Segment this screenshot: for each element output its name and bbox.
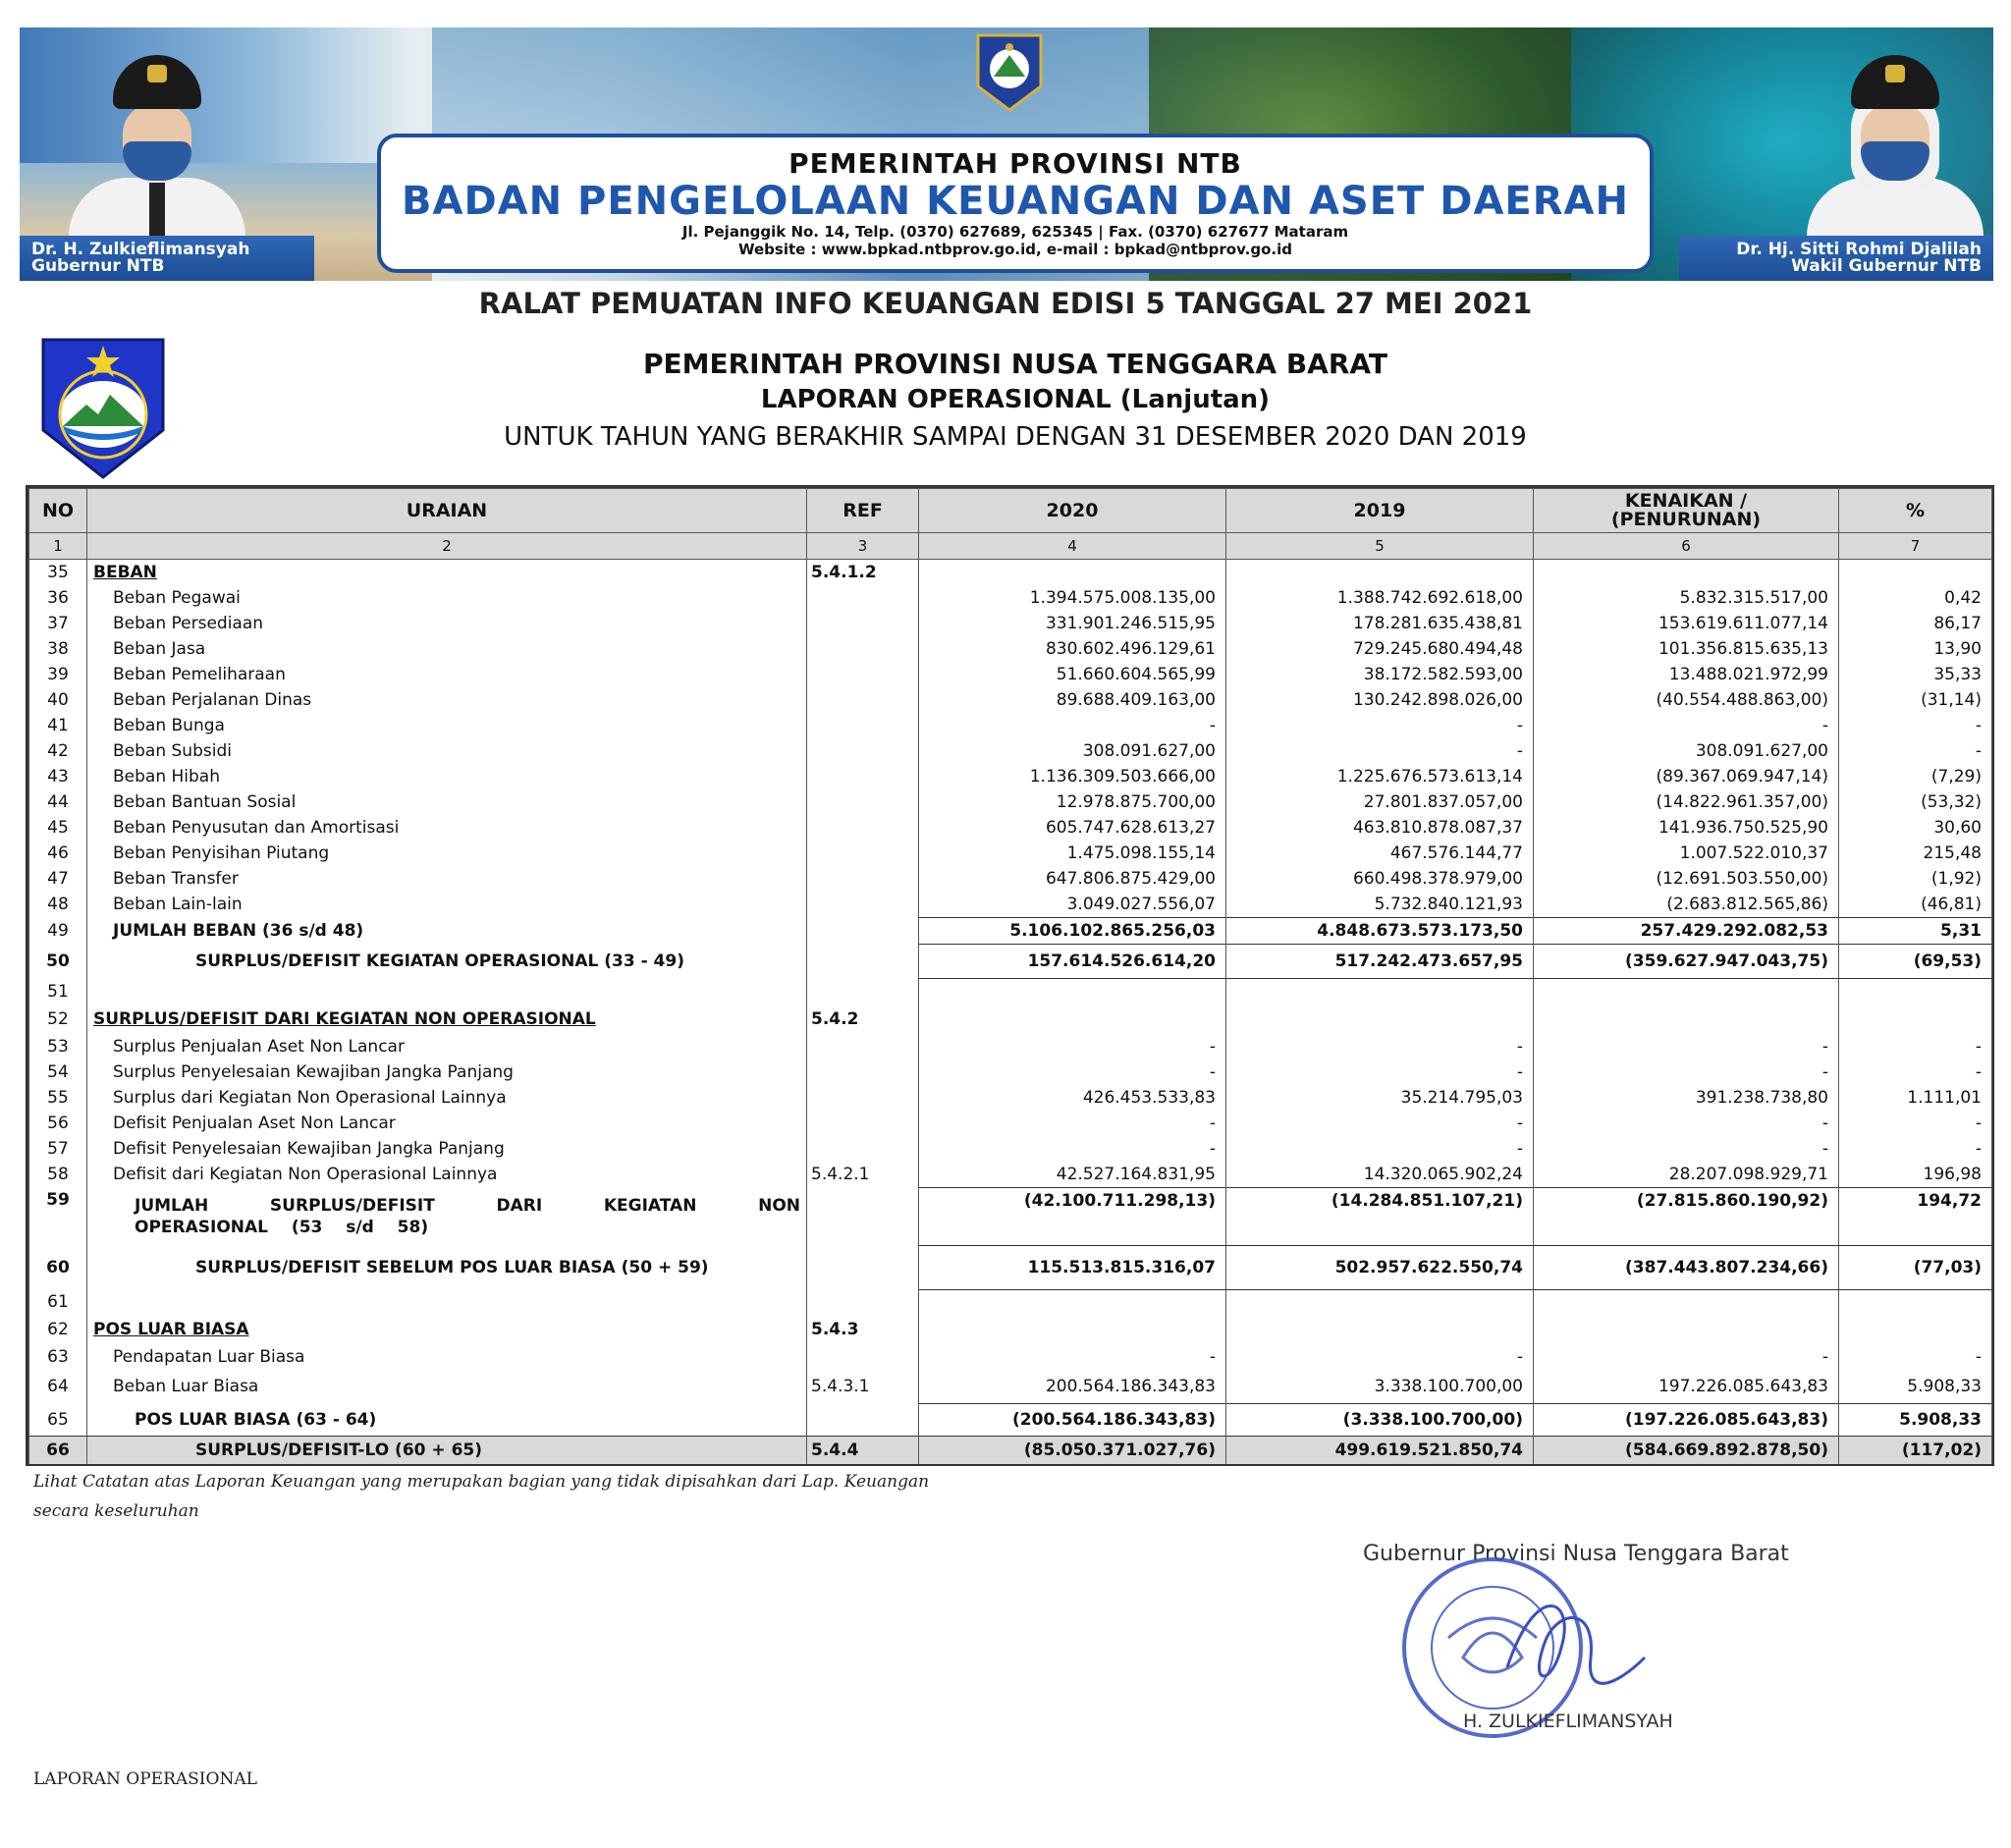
row-number: 54 <box>29 1060 87 1085</box>
row-number: 49 <box>29 918 87 945</box>
table-row <box>29 738 1992 764</box>
row-percent: - <box>1839 1060 1992 1085</box>
row-value-2019: 467.576.144,77 <box>1226 841 1534 866</box>
row-change: (27.815.860.190,92) <box>1534 1187 1839 1245</box>
table-row <box>29 918 1992 945</box>
table-row <box>29 1060 1992 1085</box>
row-value-2019: 130.242.898.026,00 <box>1226 687 1534 713</box>
row-change: 13.488.021.972,99 <box>1534 662 1839 687</box>
row-description: JUMLAH SURPLUS/DEFISIT DARI KEGIATAN NON OPERASIONAL (53 s/d 58) <box>87 1187 807 1245</box>
row-ref <box>807 918 919 945</box>
row-change: (40.554.488.863,00) <box>1534 687 1839 713</box>
table-row <box>29 585 1992 611</box>
footnote: Lihat Catatan atas Laporan Keuangan yang merupakan bagian yang tidak dipisahkan dari Lap. Keuangan secara keseluruhan <box>33 1472 930 1521</box>
table-row <box>29 662 1992 687</box>
row-percent: 35,33 <box>1839 662 1992 687</box>
row-change <box>1534 1289 1839 1315</box>
row-ref <box>807 713 919 738</box>
row-value-2020: 1.136.309.503.666,00 <box>919 764 1226 789</box>
row-change: 391.238.738,80 <box>1534 1085 1839 1111</box>
row-percent: 5.908,33 <box>1839 1404 1992 1437</box>
row-value-2019: 517.242.473.657,95 <box>1226 945 1534 979</box>
table-row <box>29 1315 1992 1344</box>
table-row <box>29 560 1992 586</box>
row-value-2020: 308.091.627,00 <box>919 738 1226 764</box>
row-ref <box>807 1111 919 1136</box>
row-value-2020: 1.394.575.008.135,00 <box>919 585 1226 611</box>
row-percent: 1.111,01 <box>1839 1085 1992 1111</box>
row-number: 35 <box>29 560 87 586</box>
vice-governor-role: Wakil Gubernur NTB <box>1791 256 1982 276</box>
row-number: 45 <box>29 815 87 841</box>
row-description: Defisit Penjualan Aset Non Lancar <box>87 1111 807 1136</box>
table-row <box>29 1437 1992 1465</box>
row-number: 58 <box>29 1162 87 1188</box>
row-number: 59 <box>29 1187 87 1245</box>
row-change: (359.627.947.043,75) <box>1534 945 1839 979</box>
row-number: 44 <box>29 789 87 815</box>
row-number: 36 <box>29 585 87 611</box>
row-ref <box>807 738 919 764</box>
row-description: Surplus Penjualan Aset Non Lancar <box>87 1034 807 1060</box>
header-kenaikan: KENAIKAN / (PENURUNAN) <box>1534 489 1839 533</box>
row-value-2020: 830.602.496.129,61 <box>919 636 1226 662</box>
table-row <box>29 1085 1992 1111</box>
row-description: Pendapatan Luar Biasa <box>87 1344 807 1370</box>
row-change: 1.007.522.010,37 <box>1534 841 1839 866</box>
row-number: 42 <box>29 738 87 764</box>
row-description: Beban Perjalanan Dinas <box>87 687 807 713</box>
row-value-2019: 27.801.837.057,00 <box>1226 789 1534 815</box>
header-banner <box>20 27 1993 281</box>
row-value-2019 <box>1226 560 1534 586</box>
row-description: Beban Subsidi <box>87 738 807 764</box>
row-change: (12.691.503.550,00) <box>1534 866 1839 892</box>
row-change: (584.669.892.878,50) <box>1534 1437 1839 1465</box>
row-value-2020: 200.564.186.343,83 <box>919 1370 1226 1404</box>
row-value-2020: - <box>919 1136 1226 1162</box>
signer-name: H. ZULKIEFLIMANSYAH <box>1463 1711 1673 1732</box>
row-value-2019: 1.388.742.692.618,00 <box>1226 585 1534 611</box>
agency-parent: PEMERINTAH PROVINSI NTB <box>788 147 1242 180</box>
row-description: Surplus dari Kegiatan Non Operasional Lainnya <box>87 1085 807 1111</box>
row-value-2019: 178.281.635.438,81 <box>1226 611 1534 636</box>
table-header-row <box>29 489 1992 533</box>
header-uraian: URAIAN <box>87 489 807 533</box>
row-description: Beban Pegawai <box>87 585 807 611</box>
table-row <box>29 1111 1992 1136</box>
row-description <box>87 979 807 1005</box>
row-value-2020: 5.106.102.865.256,03 <box>919 918 1226 945</box>
governor-role: Gubernur NTB <box>31 256 165 276</box>
row-change: 141.936.750.525,90 <box>1534 815 1839 841</box>
row-value-2020: 426.453.533,83 <box>919 1085 1226 1111</box>
row-change: 5.832.315.517,00 <box>1534 585 1839 611</box>
row-value-2019: 1.225.676.573.613,14 <box>1226 764 1534 789</box>
table-row <box>29 1162 1992 1188</box>
row-ref <box>807 1245 919 1289</box>
row-ref <box>807 1344 919 1370</box>
table-row <box>29 1344 1992 1370</box>
row-change <box>1534 1005 1839 1034</box>
row-number: 43 <box>29 764 87 789</box>
row-value-2020: 89.688.409.163,00 <box>919 687 1226 713</box>
header-no: NO <box>29 489 87 533</box>
row-value-2019: 502.957.622.550,74 <box>1226 1245 1534 1289</box>
row-change: (197.226.085.643,83) <box>1534 1404 1839 1437</box>
row-percent <box>1839 1005 1992 1034</box>
row-percent: 5,31 <box>1839 918 1992 945</box>
row-change: (387.443.807.234,66) <box>1534 1245 1839 1289</box>
row-ref <box>807 866 919 892</box>
row-ref <box>807 1187 919 1245</box>
row-number: 50 <box>29 945 87 979</box>
header-2020: 2020 <box>919 489 1226 533</box>
row-number: 56 <box>29 1111 87 1136</box>
row-change: - <box>1534 1344 1839 1370</box>
row-description: Beban Bantuan Sosial <box>87 789 807 815</box>
row-number: 64 <box>29 1370 87 1404</box>
operational-report-table <box>26 485 1994 1466</box>
row-value-2019: - <box>1226 1111 1534 1136</box>
row-change: 257.429.292.082,53 <box>1534 918 1839 945</box>
row-ref: 5.4.3 <box>807 1315 919 1344</box>
row-percent <box>1839 560 1992 586</box>
row-number: 52 <box>29 1005 87 1034</box>
row-value-2019: - <box>1226 1060 1534 1085</box>
row-ref <box>807 1085 919 1111</box>
row-ref <box>807 636 919 662</box>
row-change <box>1534 979 1839 1005</box>
row-percent: - <box>1839 1034 1992 1060</box>
row-change: - <box>1534 713 1839 738</box>
row-percent: (117,02) <box>1839 1437 1992 1465</box>
row-value-2020: 605.747.628.613,27 <box>919 815 1226 841</box>
row-description: Beban Lain-lain <box>87 892 807 918</box>
agency-website: Website : www.bpkad.ntbprov.go.id, e-mail : bpkad@ntbprov.go.id <box>737 241 1292 258</box>
table-row <box>29 945 1992 979</box>
row-description: Defisit dari Kegiatan Non Operasional Lainnya <box>87 1162 807 1188</box>
row-number: 47 <box>29 866 87 892</box>
row-value-2020: 51.660.604.565,99 <box>919 662 1226 687</box>
row-percent: (7,29) <box>1839 764 1992 789</box>
row-description: SURPLUS/DEFISIT KEGIATAN OPERASIONAL (33 - 49) <box>87 945 807 979</box>
row-description: Beban Penyisihan Piutang <box>87 841 807 866</box>
row-percent: - <box>1839 738 1992 764</box>
row-value-2020: 1.475.098.155,14 <box>919 841 1226 866</box>
row-value-2020: 12.978.875.700,00 <box>919 789 1226 815</box>
governor-name-tag <box>20 236 314 281</box>
row-percent: (69,53) <box>1839 945 1992 979</box>
row-change: (2.683.812.565,86) <box>1534 892 1839 918</box>
row-percent <box>1839 1315 1992 1344</box>
row-value-2020: 42.527.164.831,95 <box>919 1162 1226 1188</box>
vice-governor-name: Dr. Hj. Sitti Rohmi Djalilah <box>1736 240 1982 259</box>
row-percent: (31,14) <box>1839 687 1992 713</box>
table-row <box>29 789 1992 815</box>
row-change: 197.226.085.643,83 <box>1534 1370 1839 1404</box>
table-row <box>29 1404 1992 1437</box>
row-value-2019: 38.172.582.593,00 <box>1226 662 1534 687</box>
row-value-2019 <box>1226 1315 1534 1344</box>
row-description: BEBAN <box>87 560 807 586</box>
row-number: 63 <box>29 1344 87 1370</box>
row-value-2019: 463.810.878.087,37 <box>1226 815 1534 841</box>
row-percent: 194,72 <box>1839 1187 1992 1245</box>
table-row <box>29 611 1992 636</box>
header-2019: 2019 <box>1226 489 1534 533</box>
table-row <box>29 1289 1992 1315</box>
row-number: 55 <box>29 1085 87 1111</box>
row-value-2020 <box>919 1005 1226 1034</box>
header-ref: REF <box>807 489 919 533</box>
row-change: 28.207.098.929,71 <box>1534 1162 1839 1188</box>
row-percent: 215,48 <box>1839 841 1992 866</box>
row-percent: (1,92) <box>1839 866 1992 892</box>
row-ref <box>807 789 919 815</box>
row-value-2020 <box>919 1315 1226 1344</box>
vice-governor-name-tag <box>1679 236 1993 281</box>
row-ref <box>807 841 919 866</box>
row-ref <box>807 979 919 1005</box>
row-change: - <box>1534 1136 1839 1162</box>
row-percent <box>1839 1289 1992 1315</box>
row-value-2019: - <box>1226 1136 1534 1162</box>
row-ref <box>807 764 919 789</box>
row-number: 51 <box>29 979 87 1005</box>
row-change: 153.619.611.077,14 <box>1534 611 1839 636</box>
row-value-2019: 3.338.100.700,00 <box>1226 1370 1534 1404</box>
table-row <box>29 1136 1992 1162</box>
row-number: 66 <box>29 1437 87 1465</box>
report-period: UNTUK TAHUN YANG BERAKHIR SAMPAI DENGAN 31 DESEMBER 2020 DAN 2019 <box>504 422 1527 452</box>
row-description: Beban Pemeliharaan <box>87 662 807 687</box>
table-row <box>29 1005 1992 1034</box>
table-row <box>29 713 1992 738</box>
row-value-2019 <box>1226 1005 1534 1034</box>
row-percent: - <box>1839 713 1992 738</box>
row-ref <box>807 687 919 713</box>
table-row <box>29 979 1992 1005</box>
row-description: Beban Bunga <box>87 713 807 738</box>
row-number: 40 <box>29 687 87 713</box>
column-number-row: 1 2 3 4 5 6 7 <box>29 533 1992 560</box>
row-change: - <box>1534 1060 1839 1085</box>
row-value-2020: 647.806.875.429,00 <box>919 866 1226 892</box>
row-change: 101.356.815.635,13 <box>1534 636 1839 662</box>
row-value-2020: - <box>919 1111 1226 1136</box>
row-ref: 5.4.2 <box>807 1005 919 1034</box>
row-ref <box>807 1404 919 1437</box>
row-value-2019: - <box>1226 1344 1534 1370</box>
row-percent <box>1839 979 1992 1005</box>
row-value-2020: - <box>919 1344 1226 1370</box>
row-percent: 13,90 <box>1839 636 1992 662</box>
row-percent: 0,42 <box>1839 585 1992 611</box>
row-change: - <box>1534 1034 1839 1060</box>
row-description: Beban Jasa <box>87 636 807 662</box>
row-change: (89.367.069.947,14) <box>1534 764 1839 789</box>
row-description: Defisit Penyelesaian Kewajiban Jangka Panjang <box>87 1136 807 1162</box>
erratum-title: RALAT PEMUATAN INFO KEUANGAN EDISI 5 TANGGAL 27 MEI 2021 <box>478 287 1533 320</box>
row-description: SURPLUS/DEFISIT-LO (60 + 65) <box>87 1437 807 1465</box>
row-value-2020: (200.564.186.343,83) <box>919 1404 1226 1437</box>
row-value-2020: 115.513.815.316,07 <box>919 1245 1226 1289</box>
table-row <box>29 1245 1992 1289</box>
row-ref: 5.4.3.1 <box>807 1370 919 1404</box>
agency-title-box <box>377 134 1654 273</box>
row-change: - <box>1534 1111 1839 1136</box>
table-row <box>29 815 1992 841</box>
table-row <box>29 866 1992 892</box>
row-percent: (77,03) <box>1839 1245 1992 1289</box>
row-description: POS LUAR BIASA (63 - 64) <box>87 1404 807 1437</box>
signer-title: Gubernur Provinsi Nusa Tenggara Barat <box>1363 1542 1789 1566</box>
row-ref <box>807 585 919 611</box>
row-ref: 5.4.1.2 <box>807 560 919 586</box>
row-ref <box>807 1034 919 1060</box>
ntb-logo-icon <box>974 31 1045 114</box>
row-description: Beban Transfer <box>87 866 807 892</box>
row-change <box>1534 560 1839 586</box>
row-ref <box>807 945 919 979</box>
row-change: 308.091.627,00 <box>1534 738 1839 764</box>
row-description: Beban Persediaan <box>87 611 807 636</box>
row-value-2020: 331.901.246.515,95 <box>919 611 1226 636</box>
row-number: 48 <box>29 892 87 918</box>
row-number: 41 <box>29 713 87 738</box>
row-ref: 5.4.4 <box>807 1437 919 1465</box>
row-description: Surplus Penyelesaian Kewajiban Jangka Panjang <box>87 1060 807 1085</box>
row-value-2019: - <box>1226 713 1534 738</box>
row-ref <box>807 1289 919 1315</box>
row-description: Beban Penyusutan dan Amortisasi <box>87 815 807 841</box>
row-percent: (53,32) <box>1839 789 1992 815</box>
row-value-2019: 660.498.378.979,00 <box>1226 866 1534 892</box>
row-number: 46 <box>29 841 87 866</box>
header-percent: % <box>1839 489 1992 533</box>
row-description: POS LUAR BIASA <box>87 1315 807 1344</box>
row-percent: - <box>1839 1111 1992 1136</box>
row-value-2019 <box>1226 979 1534 1005</box>
row-number: 65 <box>29 1404 87 1437</box>
row-value-2019 <box>1226 1289 1534 1315</box>
row-number: 53 <box>29 1034 87 1060</box>
row-value-2020 <box>919 1289 1226 1315</box>
row-number: 62 <box>29 1315 87 1344</box>
row-value-2020: (85.050.371.027,76) <box>919 1437 1226 1465</box>
row-percent: 30,60 <box>1839 815 1992 841</box>
row-ref <box>807 892 919 918</box>
report-title: LAPORAN OPERASIONAL (Lanjutan) <box>760 385 1271 414</box>
row-percent: - <box>1839 1136 1992 1162</box>
row-value-2020: 3.049.027.556,07 <box>919 892 1226 918</box>
row-value-2019: 35.214.795,03 <box>1226 1085 1534 1111</box>
row-value-2019: 14.320.065.902,24 <box>1226 1162 1534 1188</box>
row-percent: (46,81) <box>1839 892 1992 918</box>
row-value-2020: - <box>919 1034 1226 1060</box>
row-value-2020: - <box>919 1060 1226 1085</box>
row-value-2019: (14.284.851.107,21) <box>1226 1187 1534 1245</box>
row-ref <box>807 662 919 687</box>
row-change: (14.822.961.357,00) <box>1534 789 1839 815</box>
row-number: 37 <box>29 611 87 636</box>
table-row <box>29 636 1992 662</box>
table-row <box>29 1187 1992 1245</box>
row-description: JUMLAH BEBAN (36 s/d 48) <box>87 918 807 945</box>
row-value-2020: - <box>919 713 1226 738</box>
row-description <box>87 1289 807 1315</box>
row-ref <box>807 1060 919 1085</box>
row-number: 39 <box>29 662 87 687</box>
row-percent: 196,98 <box>1839 1162 1992 1188</box>
row-percent: - <box>1839 1344 1992 1370</box>
row-value-2019: 499.619.521.850,74 <box>1226 1437 1534 1465</box>
row-value-2019: - <box>1226 738 1534 764</box>
page-footer-label: LAPORAN OPERASIONAL <box>33 1769 257 1789</box>
row-value-2019: 729.245.680.494,48 <box>1226 636 1534 662</box>
row-value-2019: (3.338.100.700,00) <box>1226 1404 1534 1437</box>
table-row <box>29 892 1992 918</box>
row-number: 38 <box>29 636 87 662</box>
row-value-2019: - <box>1226 1034 1534 1060</box>
row-value-2019: 5.732.840.121,93 <box>1226 892 1534 918</box>
row-number: 61 <box>29 1289 87 1315</box>
governor-name: Dr. H. Zulkieflimansyah <box>31 240 250 259</box>
row-ref: 5.4.2.1 <box>807 1162 919 1188</box>
row-percent: 5.908,33 <box>1839 1370 1992 1404</box>
row-value-2020: (42.100.711.298,13) <box>919 1187 1226 1245</box>
row-value-2020 <box>919 560 1226 586</box>
agency-address: Jl. Pejanggik No. 14, Telp. (0370) 627689, 625345 | Fax. (0370) 627677 Mataram <box>681 223 1349 241</box>
row-value-2020 <box>919 979 1226 1005</box>
row-description: Beban Hibah <box>87 764 807 789</box>
table-row <box>29 687 1992 713</box>
row-number: 57 <box>29 1136 87 1162</box>
row-ref <box>807 815 919 841</box>
row-value-2020: 157.614.526.614,20 <box>919 945 1226 979</box>
row-description: SURPLUS/DEFISIT DARI KEGIATAN NON OPERASIONAL <box>87 1005 807 1034</box>
table-row <box>29 1034 1992 1060</box>
row-change <box>1534 1315 1839 1344</box>
report-government: PEMERINTAH PROVINSI NUSA TENGGARA BARAT <box>642 348 1387 380</box>
agency-name: BADAN PENGELOLAAN KEUANGAN DAN ASET DAERAH <box>402 179 1629 224</box>
row-ref <box>807 1136 919 1162</box>
row-description: Beban Luar Biasa <box>87 1370 807 1404</box>
row-number: 60 <box>29 1245 87 1289</box>
table-row <box>29 764 1992 789</box>
row-percent: 86,17 <box>1839 611 1992 636</box>
row-description: SURPLUS/DEFISIT SEBELUM POS LUAR BIASA (50 + 59) <box>87 1245 807 1289</box>
table-row <box>29 1370 1992 1404</box>
table-row <box>29 841 1992 866</box>
row-value-2019: 4.848.673.573.173,50 <box>1226 918 1534 945</box>
row-ref <box>807 611 919 636</box>
